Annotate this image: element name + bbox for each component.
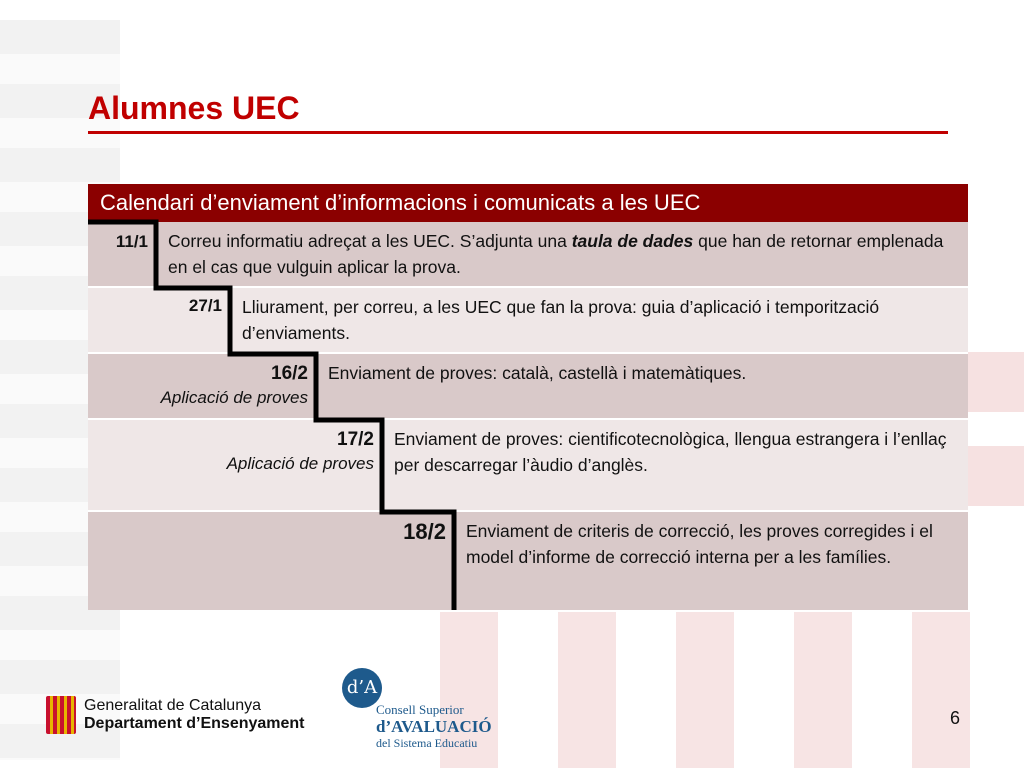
date-cell — [88, 512, 454, 544]
row-note: Aplicació de proves — [160, 388, 308, 407]
department-name: Departament d’Ensenyament — [84, 715, 305, 732]
calendar-table-header: Calendari d’enviament d’informacions i comunicats a les UEC — [88, 184, 968, 222]
table-row — [88, 512, 968, 610]
date-cell — [88, 354, 316, 410]
row-text-emphasis: taula de dades — [571, 231, 694, 251]
table-row — [88, 288, 968, 354]
row-description: Enviament de proves: català, castellà i matemàtiques. — [328, 363, 747, 383]
date-cell — [88, 288, 230, 318]
row-date: 18/2 — [403, 519, 446, 544]
date-cell — [88, 222, 156, 254]
csa-line2: d’AVALUACIÓ — [376, 717, 492, 736]
row-note: Aplicació de proves — [226, 454, 374, 473]
slide-title: Alumnes UEC — [88, 90, 300, 126]
row-date: 27/1 — [188, 296, 222, 315]
generalitat-logo — [46, 696, 305, 734]
generalitat-flag-icon — [46, 696, 76, 734]
consell-superior-logo — [342, 668, 492, 750]
title-underline — [88, 131, 948, 134]
row-description: Enviament de proves: cientificotecnològica, llengua estrangera i l’enllaç per descarregar l’àudio d’anglès. — [394, 429, 947, 475]
row-description — [168, 222, 948, 280]
row-date: 16/2 — [271, 363, 308, 384]
row-date: 11/1 — [115, 232, 148, 251]
date-cell — [88, 420, 382, 476]
row-text: Correu informatiu adreçat a les UEC. S’adjunta una — [168, 231, 572, 251]
csa-line1: Consell Superior — [376, 702, 464, 717]
row-text: que han de retornar emplenada en el cas que vulguin aplicar la prova. — [168, 231, 944, 277]
table-row — [88, 222, 968, 288]
table-row — [88, 354, 968, 420]
csa-badge-icon: d’A — [342, 668, 382, 708]
generalitat-name: Generalitat de Catalunya — [84, 697, 261, 714]
row-description: Lliurament, per correu, a les UEC que fan la prova: guia d’aplicació i temporització d’enviaments. — [242, 297, 880, 343]
csa-line3: del Sistema Educatiu — [376, 736, 478, 750]
calendar-table — [88, 184, 968, 567]
table-row — [88, 420, 968, 512]
row-description: Enviament de criteris de correcció, les proves corregides i el model d’informe de correcció interna per a les famílies. — [466, 521, 933, 567]
row-date: 17/2 — [337, 429, 374, 450]
background-watermark-stripes — [440, 612, 1024, 768]
page-number: 6 — [950, 708, 961, 728]
